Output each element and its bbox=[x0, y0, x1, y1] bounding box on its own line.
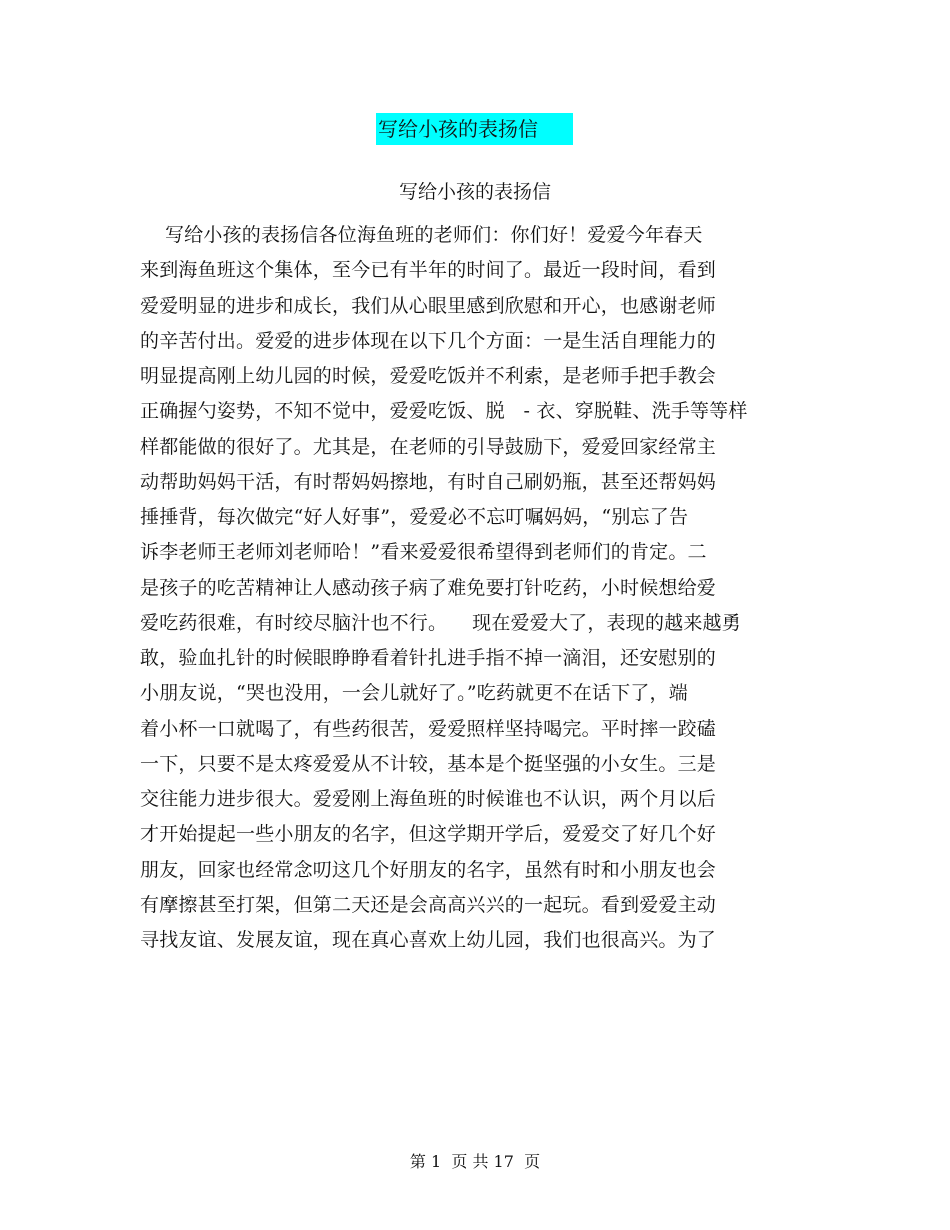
body-line: 爱爱明显的进步和成长，我们从心眼里感到欣慰和开心，也感谢老师 bbox=[140, 294, 717, 317]
body-line: 小朋友说，“哭也没用，一会儿就好了。”吃药就更不在话下了，端 bbox=[140, 682, 688, 705]
body-text bbox=[140, 218, 800, 958]
body-line: 写给小孩的表扬信各位海鱼班的老师们：你们好！爱爱今年春天 bbox=[140, 224, 703, 246]
body-line: 的辛苦付出。爱爱的进步体现在以下几个方面：一是生活自理能力的 bbox=[140, 329, 717, 352]
body-line: 样都能做的很好了。尤其是，在老师的引导鼓励下，爱爱回家经常主 bbox=[140, 435, 717, 458]
body-line: 动帮助妈妈干活，有时帮妈妈擦地，有时自己刷奶瓶，甚至还帮妈妈 bbox=[140, 470, 717, 493]
body-line: 寻找友谊、发展友谊，现在真心喜欢上幼儿园，我们也很高兴。为了 bbox=[140, 929, 717, 951]
body-line: 敢，验血扎针的时候眼睁睁看着针扎进手指不掉一滴泪，还安慰别的 bbox=[140, 647, 717, 669]
body-line: 着小杯一口就喝了，有些药很苦，爱爱照样坚持喝完。平时摔一跤磕 bbox=[140, 717, 717, 740]
document-subtitle: 写给小孩的表扬信 bbox=[398, 181, 551, 203]
body-line: 诉李老师王老师刘老师哈！”看来爱爱很希望得到老师们的肯定。二 bbox=[140, 541, 707, 564]
body-line: 朋友，回家也经常念叨这几个好朋友的名字，虽然有时和小朋友也会 bbox=[140, 858, 717, 881]
body-line: 一下，只要不是太疼爱爱从不计较，基本是个挺坚强的小女生。三是 bbox=[140, 752, 717, 775]
body-line: 正确握勺姿势，不知不觉中，爱爱吃饭、脱 - 衣、穿脱鞋、洗手等等样 bbox=[140, 400, 748, 423]
body-line: 来到海鱼班这个集体，至今已有半年的时间了。最近一段时间，看到 bbox=[140, 259, 717, 282]
body-line: 明显提高刚上幼儿园的时候，爱爱吃饭并不利索，是老师手把手教会 bbox=[140, 365, 717, 387]
body-line: 是孩子的吃苦精神让人感动孩子病了难免要打针吃药，小时候想给爱 bbox=[140, 576, 717, 599]
body-line: 有摩擦甚至打架，但第二天还是会高高兴兴的一起玩。看到爱爱主动 bbox=[140, 893, 717, 916]
document-title-text: 写给小孩的表扬信 bbox=[378, 117, 538, 141]
page-footer: 第 1 页 共 17 页 bbox=[409, 1152, 541, 1171]
body-line: 才开始提起一些小朋友的名字，但这学期开学后，爱爱交了好几个好 bbox=[140, 823, 717, 846]
body-line: 捶捶背，每次做完“好人好事”，爱爱必不忘叮嘱妈妈，“别忘了告 bbox=[140, 506, 689, 528]
body-line: 爱吃药很难，有时绞尽脑汁也不行。 现在爱爱大了，表现的越来越勇 bbox=[140, 611, 741, 634]
body-line: 交往能力进步很大。爱爱刚上海鱼班的时候谁也不认识，两个月以后 bbox=[140, 788, 717, 810]
document-title bbox=[376, 113, 573, 145]
